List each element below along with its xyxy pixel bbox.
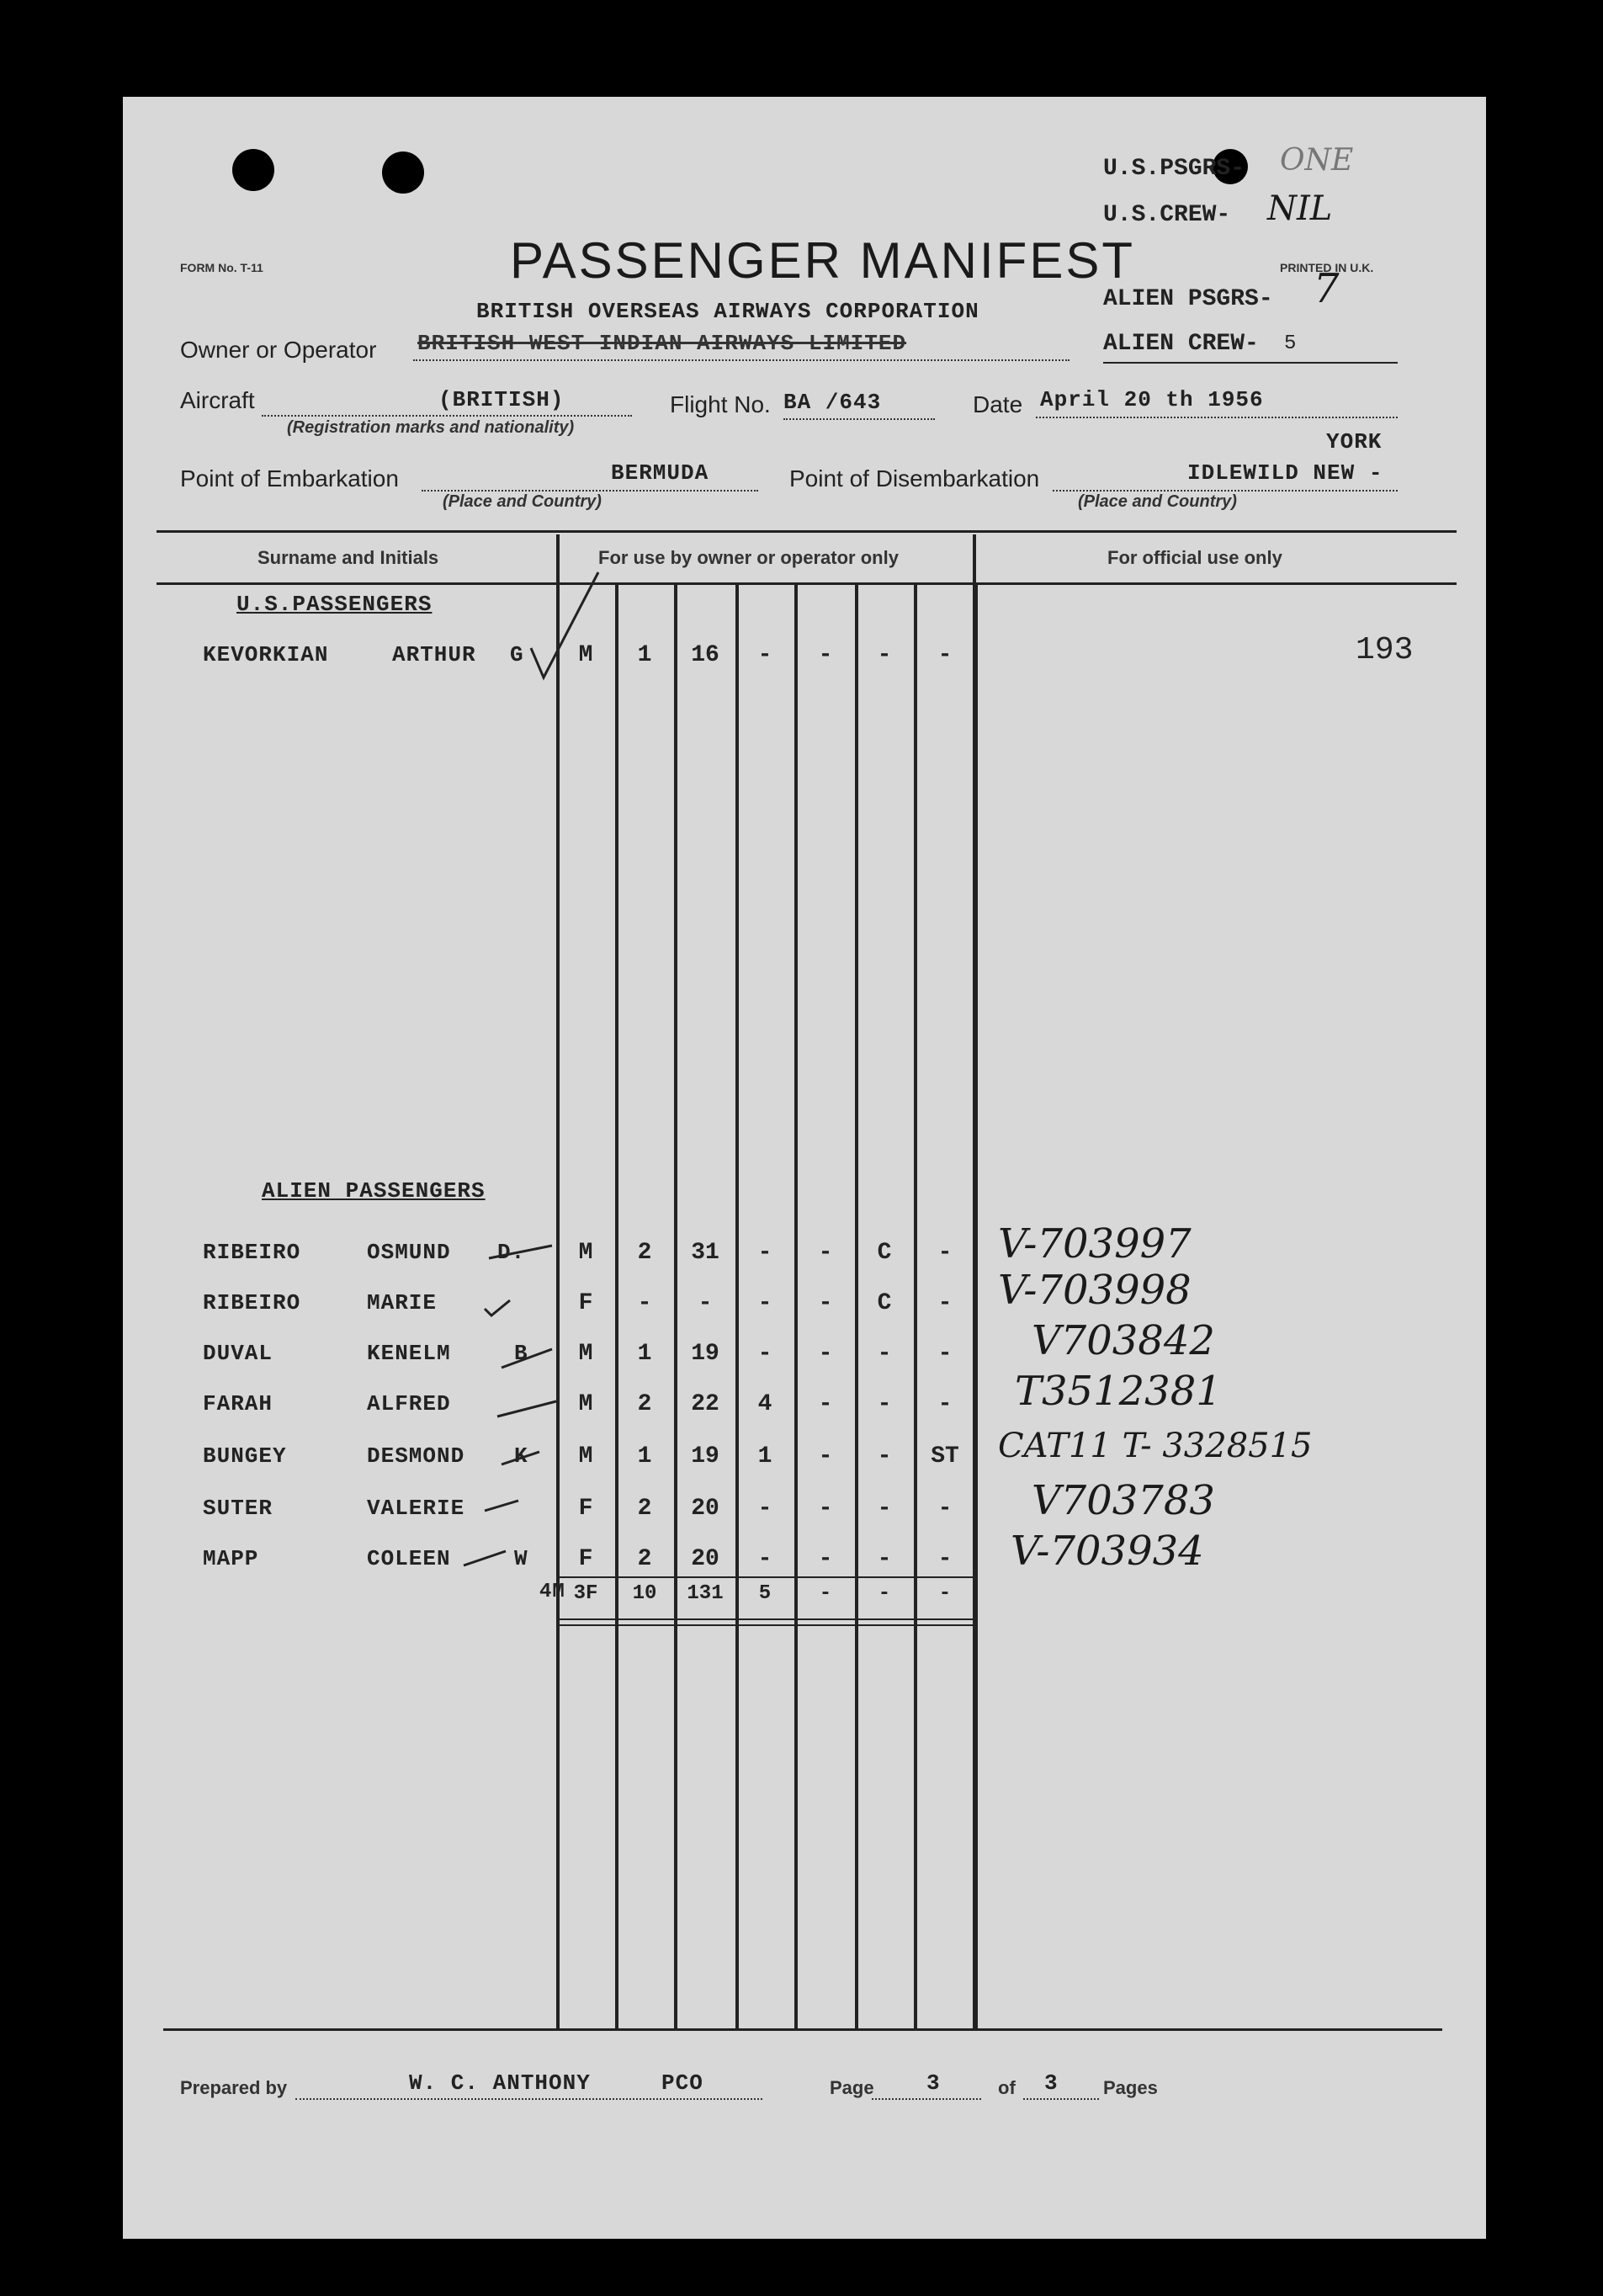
rule	[783, 418, 935, 420]
embarkation-value: BERMUDA	[611, 460, 709, 486]
cell-c2: 2	[637, 1546, 652, 1572]
page-title: PASSENGER MANIFEST	[510, 232, 1136, 289]
cell-age: 19	[691, 1341, 719, 1367]
owner-label: Owner or Operator	[180, 337, 377, 363]
given-name: OSMUND	[367, 1240, 451, 1265]
cell-c6: -	[877, 1496, 892, 1522]
cell-c7: -	[937, 642, 953, 668]
cell-age: 20	[691, 1496, 719, 1522]
cell-age: 22	[691, 1391, 719, 1417]
flight-value: BA /643	[783, 390, 882, 415]
surname: FARAH	[203, 1391, 273, 1416]
cell-c4: -	[757, 1341, 772, 1367]
totals-double-rule	[556, 1618, 977, 1620]
column-divider	[615, 585, 618, 2028]
cell-c6: -	[877, 1443, 892, 1470]
registration-caption: (Registration marks and nationality)	[287, 418, 575, 437]
surname: KEVORKIAN	[203, 642, 329, 667]
surname: SUTER	[203, 1496, 273, 1521]
given-name: VALERIE	[367, 1496, 465, 1521]
date-value: April 20 th 1956	[1040, 387, 1264, 412]
official-number: V703842	[1032, 1317, 1215, 1364]
cell-c5: -	[818, 642, 833, 668]
total-c4: 5	[758, 1582, 772, 1605]
total-c7: -	[938, 1582, 952, 1605]
surname: DUVAL	[203, 1341, 273, 1366]
cell-c7: -	[937, 1546, 953, 1572]
cell-sex: M	[578, 1240, 593, 1266]
cell-c4: -	[757, 642, 772, 668]
cell-sex: M	[578, 1443, 593, 1470]
given-name: DESMOND	[367, 1443, 465, 1469]
us-psgrs-label: U.S.PSGRS-	[1103, 156, 1245, 182]
given-name: COLEEN	[367, 1546, 451, 1571]
rule	[295, 2098, 762, 2100]
cell-c5: -	[818, 1443, 833, 1470]
cell-c7: -	[937, 1496, 953, 1522]
rule	[1036, 417, 1398, 418]
pages-label: Pages	[1103, 2077, 1158, 2098]
aircraft-label: Aircraft	[180, 387, 255, 413]
cell-age: -	[698, 1290, 713, 1316]
column-divider	[973, 534, 976, 2028]
cell-c6: C	[877, 1240, 892, 1266]
cell-age: 19	[691, 1443, 719, 1470]
cell-c5: -	[818, 1240, 833, 1266]
cell-c6: -	[877, 1341, 892, 1367]
page-label: Page	[830, 2077, 874, 2098]
cell-c4: -	[757, 1290, 772, 1316]
us-psgrs-value: ONE	[1280, 143, 1354, 178]
cell-age: 31	[691, 1240, 719, 1266]
cell-c5: -	[818, 1341, 833, 1367]
cell-c2: 1	[637, 642, 652, 668]
official-number: CAT11 T- 3328515	[998, 1427, 1313, 1465]
cell-sex: F	[578, 1546, 593, 1572]
totals-double-rule	[556, 1624, 977, 1626]
printed-in: PRINTED IN U.K.	[1280, 261, 1374, 274]
total-c6: -	[878, 1582, 891, 1605]
official-number: V-703997	[998, 1220, 1192, 1268]
initial: B	[514, 1341, 528, 1366]
official-number: V-703998	[998, 1267, 1192, 1314]
initial: K	[514, 1443, 528, 1469]
surname: MAPP	[203, 1546, 259, 1571]
table-header-rule	[157, 582, 1457, 585]
column-divider	[735, 585, 739, 2028]
disembarkation-label: Point of Disembarkation	[789, 465, 1040, 492]
cell-c7: -	[937, 1240, 953, 1266]
initial: G	[510, 642, 524, 667]
prepared-by-name: W. C. ANTHONY	[409, 2070, 591, 2096]
cell-age: 16	[691, 642, 719, 668]
footer-rule	[163, 2028, 1442, 2031]
given-name: MARIE	[367, 1290, 438, 1315]
total-female: 3F	[573, 1582, 598, 1605]
alien-crew-label: ALIEN CREW-	[1103, 331, 1259, 357]
cell-c5: -	[818, 1391, 833, 1417]
of-label: of	[998, 2077, 1016, 2098]
surname: BUNGEY	[203, 1443, 287, 1469]
cell-c2: 2	[637, 1240, 652, 1266]
cell-c2: 1	[637, 1341, 652, 1367]
total-c5: -	[819, 1582, 832, 1605]
official-number: 193	[1356, 632, 1414, 668]
rule	[413, 359, 1070, 361]
us-crew-label: U.S.CREW-	[1103, 202, 1231, 228]
checkmark-icon	[459, 1241, 560, 1578]
rule	[1023, 2098, 1099, 2100]
cell-c7: ST	[931, 1443, 959, 1470]
initial: W	[514, 1546, 528, 1571]
aircraft-value: (BRITISH)	[438, 387, 565, 412]
rule	[262, 415, 632, 417]
manifest-sheet	[123, 97, 1486, 2239]
surname: RIBEIRO	[203, 1290, 301, 1315]
cell-c2: -	[637, 1290, 652, 1316]
punch-hole	[232, 149, 274, 191]
total-age: 131	[687, 1582, 724, 1605]
alien-section-heading: ALIEN PASSENGERS	[262, 1178, 486, 1204]
total-male: 4M	[539, 1581, 565, 1603]
prepared-by-label: Prepared by	[180, 2077, 288, 2098]
rule	[872, 2098, 981, 2100]
cell-c6: -	[877, 1391, 892, 1417]
cell-c5: -	[818, 1290, 833, 1316]
flight-label: Flight No.	[670, 391, 771, 417]
totals-rule	[556, 1576, 977, 1578]
disembarkation-value-2: YORK	[1326, 429, 1383, 454]
col-surname-header: Surname and Initials	[257, 547, 439, 568]
cell-sex: M	[578, 1391, 593, 1417]
official-number: T3512381	[1015, 1368, 1222, 1415]
cell-c7: -	[937, 1391, 953, 1417]
date-label: Date	[973, 391, 1023, 417]
col-official-header: For official use only	[1107, 547, 1282, 568]
cell-c4: -	[757, 1240, 772, 1266]
column-divider	[674, 585, 677, 2028]
alien-psgrs-value: 7	[1314, 265, 1340, 312]
cell-c4: 1	[757, 1443, 772, 1470]
alien-crew-value: 5	[1284, 332, 1297, 355]
cell-c5: -	[818, 1546, 833, 1572]
rule	[422, 490, 758, 492]
official-number: V703783	[1032, 1477, 1215, 1524]
cell-age: 20	[691, 1546, 719, 1572]
cell-c7: -	[937, 1290, 953, 1316]
operator-struck: BRITISH WEST INDIAN AIRWAYS LIMITED	[417, 331, 907, 356]
rule	[1053, 490, 1398, 492]
us-section-heading: U.S.PASSENGERS	[236, 592, 433, 617]
given-name: ALFRED	[367, 1391, 451, 1416]
table-top-rule	[157, 530, 1457, 533]
total-pages: 3	[1044, 2070, 1059, 2096]
place-caption-2: (Place and Country)	[1078, 492, 1237, 511]
column-divider	[914, 585, 917, 2028]
official-number: V-703934	[1011, 1528, 1204, 1575]
alien-psgrs-label: ALIEN PSGRS-	[1103, 286, 1273, 312]
form-number: FORM No. T-11	[180, 261, 263, 274]
given-name: KENELM	[367, 1341, 451, 1366]
total-c2: 10	[632, 1582, 657, 1605]
column-divider	[794, 585, 798, 2028]
cell-sex: M	[578, 642, 593, 668]
punch-hole	[382, 151, 424, 194]
cell-sex: F	[578, 1290, 593, 1316]
column-divider	[855, 585, 858, 2028]
initial: D.	[497, 1240, 526, 1265]
cell-c2: 1	[637, 1443, 652, 1470]
checkmark-icon	[527, 568, 602, 686]
cell-c6: -	[877, 642, 892, 668]
prepared-by-role: PCO	[661, 2070, 703, 2096]
cell-sex: M	[578, 1341, 593, 1367]
disembarkation-value: IDLEWILD NEW -	[1187, 460, 1383, 486]
cell-sex: F	[578, 1496, 593, 1522]
cell-c5: -	[818, 1496, 833, 1522]
cell-c4: -	[757, 1546, 772, 1572]
cell-c4: -	[757, 1496, 772, 1522]
surname: RIBEIRO	[203, 1240, 301, 1265]
rule	[1103, 362, 1398, 364]
cell-c7: -	[937, 1341, 953, 1367]
place-caption-1: (Place and Country)	[443, 492, 602, 511]
col-owner-header: For use by owner or operator only	[598, 547, 899, 568]
embarkation-label: Point of Embarkation	[180, 465, 399, 492]
operator-typed: BRITISH OVERSEAS AIRWAYS CORPORATION	[476, 299, 979, 324]
cell-c2: 2	[637, 1391, 652, 1417]
page-number: 3	[926, 2070, 941, 2096]
us-crew-value: NIL	[1267, 189, 1333, 228]
given-name: ARTHUR	[392, 642, 476, 667]
cell-c6: C	[877, 1290, 892, 1316]
cell-c6: -	[877, 1546, 892, 1572]
cell-c4: 4	[757, 1391, 772, 1417]
cell-c2: 2	[637, 1496, 652, 1522]
